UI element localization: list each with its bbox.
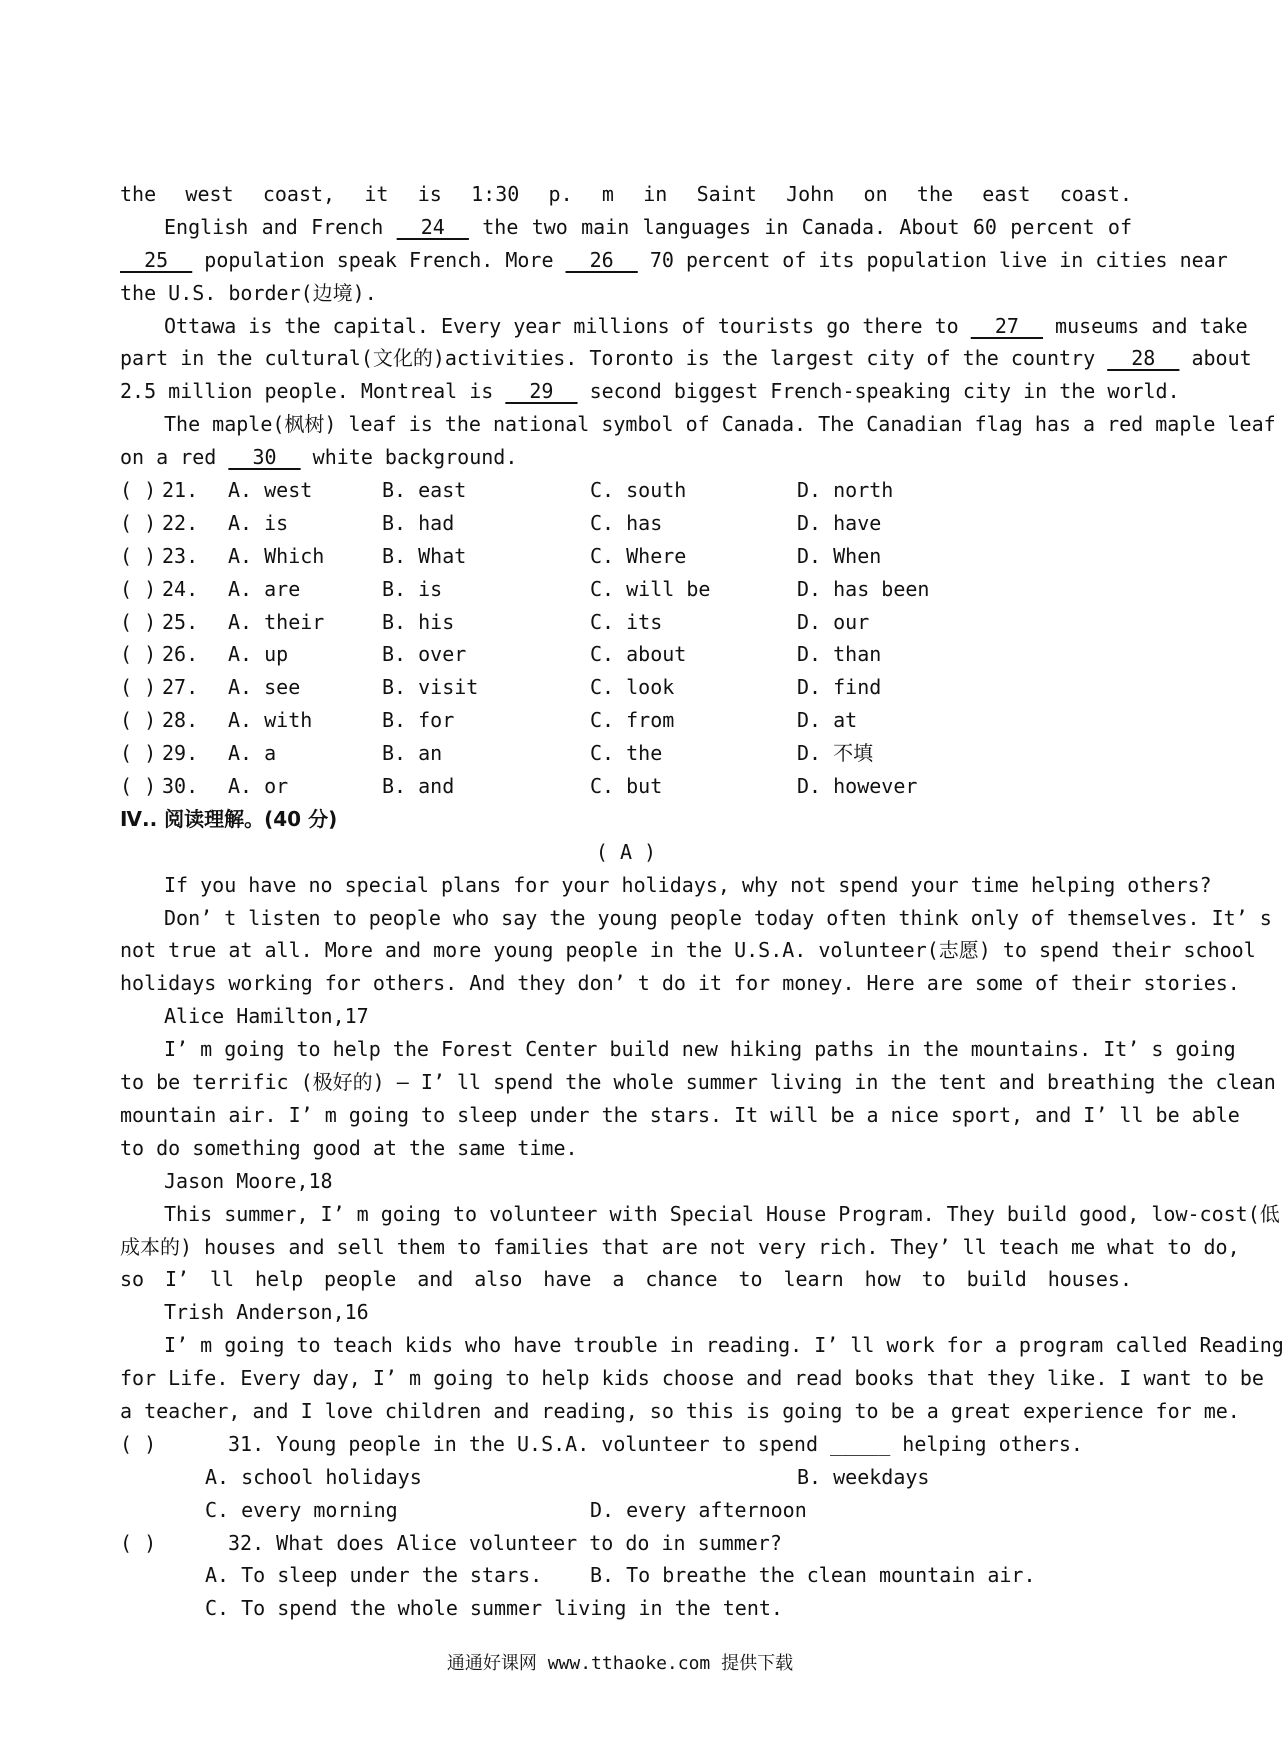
option-b: B. east (382, 478, 467, 503)
cloze-question-list (120, 474, 1132, 803)
question-number: 28. (162, 708, 199, 733)
option-c: C. the (590, 741, 663, 766)
option-b: B. his (382, 609, 455, 634)
exam-page (120, 178, 1284, 1625)
reading-passage (120, 869, 1284, 1428)
option-a: A. or (228, 774, 289, 799)
blank-26: 26 (565, 247, 638, 272)
option-c: C. every morning (205, 1497, 398, 1522)
question-32-options-row1 (120, 1559, 1132, 1592)
passage-line: part in the cultural(文化的)activities. Toronto is the largest city of the country 28 about (120, 342, 1132, 375)
passage-line: on a red 30 white background. (120, 441, 1132, 474)
option-d: D. has been (797, 576, 930, 601)
passage-line: the west coast, it is 1:30 p. m in Saint John on the east coast. (120, 182, 1132, 206)
option-c: C. its (590, 609, 663, 634)
passage-line: to do something good at the same time. (120, 1135, 578, 1160)
option-a: A. west (228, 478, 313, 503)
blank-27: 27 (970, 313, 1043, 338)
option-c: C. about (590, 642, 687, 667)
section-heading: Ⅳ.. 阅读理解。(40 分) (120, 806, 338, 831)
cloze-question-row (120, 540, 1132, 573)
answer-paren[interactable]: ( ) (120, 478, 157, 503)
option-b: B. an (382, 741, 443, 766)
option-d: D. 不填 (797, 741, 874, 766)
passage-line: Ottawa is the capital. Every year millions of tourists go there to 27 museums and take (120, 310, 1132, 343)
question-number: 22. (162, 510, 199, 535)
answer-paren[interactable]: ( ) (120, 708, 157, 733)
option-a: A. Which (228, 543, 325, 568)
passage-line: the U.S. border(边境). (120, 280, 377, 305)
option-a: A. a (228, 741, 277, 766)
answer-paren[interactable]: ( ) (120, 543, 157, 568)
option-a: A. To sleep under the stars. (205, 1563, 543, 1588)
answer-paren[interactable]: ( ) (120, 576, 157, 601)
page-footer: 通通好课网 www.tthaoke.com 提供下载 (446, 1653, 794, 1674)
question-number: 24. (162, 576, 199, 601)
option-b: B. and (382, 774, 455, 799)
cloze-question-row (120, 474, 1132, 507)
answer-paren[interactable]: ( ) (120, 1431, 157, 1456)
answer-paren[interactable]: ( ) (120, 675, 157, 700)
option-b: B. over (382, 642, 467, 667)
option-c: C. has (590, 510, 663, 535)
question-number: 21. (162, 478, 199, 503)
option-d: D. however (797, 774, 918, 799)
blank-25: 25 (120, 247, 193, 272)
option-d: D. north (797, 478, 894, 503)
option-d: D. our (797, 609, 870, 634)
blank-28: 28 (1107, 346, 1180, 371)
option-a: A. are (228, 576, 301, 601)
answer-paren[interactable]: ( ) (120, 510, 157, 535)
option-a: A. up (228, 642, 289, 667)
question-32-options-row2 (120, 1592, 1132, 1625)
passage-line: not true at all. More and more young people in the U.S.A. volunteer(志愿) to spend their school (120, 938, 1256, 963)
option-b: B. What (382, 543, 467, 568)
passage-line: The maple(枫树) leaf is the national symbol of Canada. The Canadian flag has a red maple leaf (164, 412, 1276, 437)
answer-paren[interactable]: ( ) (120, 774, 157, 799)
passage-line: to be terrific (极好的) — I’ ll spend the whole summer living in the tent and breathing the clean (120, 1070, 1276, 1095)
option-c: C. Where (590, 543, 687, 568)
option-a: A. school holidays (205, 1464, 422, 1489)
blank-24: 24 (396, 214, 469, 239)
option-a: A. with (228, 708, 313, 733)
answer-paren[interactable]: ( ) (120, 741, 157, 766)
passage-line: This summer, I’ m going to volunteer with Special House Program. They build good, low-cost(低 (164, 1201, 1280, 1226)
cloze-question-row (120, 507, 1132, 540)
question-stem: 31. Young people in the U.S.A. volunteer to spend _____ helping others. (228, 1431, 1083, 1456)
option-c: C. look (590, 675, 675, 700)
option-b: B. is (382, 576, 443, 601)
cloze-question-row (120, 606, 1132, 639)
passage-line: I’ m going to help the Forest Center build new hiking paths in the mountains. It’ s going (164, 1037, 1236, 1062)
question-32 (120, 1527, 1132, 1560)
passage-line: for Life. Every day, I’ m going to help kids choose and read books that they like. I want to be (120, 1366, 1264, 1391)
option-b: B. visit (382, 675, 479, 700)
passage-line: 25 population speak French. More 26 70 percent of its population live in cities near (120, 244, 1132, 277)
passage-line: so I’ ll help people and also have a chance to learn how to build houses. (120, 1267, 1132, 1292)
option-d: D. When (797, 543, 882, 568)
passage-line: If you have no special plans for your holidays, why not spend your time helping others? (164, 872, 1212, 897)
passage-line: 成本的) houses and sell them to families that are not very rich. They’ ll teach me what to do, (120, 1234, 1240, 1259)
cloze-question-row (120, 573, 1132, 606)
passage-line: I’ m going to teach kids who have trouble in reading. I’ ll work for a program called Reading (164, 1333, 1284, 1358)
passage-line: holidays working for others. And they don’ t do it for money. Here are some of their stories. (120, 971, 1240, 996)
passage-line: Don’ t listen to people who say the young people today often think only of themselves. It’ s (164, 905, 1272, 930)
cloze-question-row (120, 638, 1132, 671)
question-31 (120, 1428, 1132, 1461)
question-number: 25. (162, 609, 199, 634)
option-a: A. see (228, 675, 301, 700)
option-c: C. but (590, 774, 663, 799)
option-c: C. To spend the whole summer living in the tent. (205, 1596, 783, 1621)
blank-29: 29 (505, 379, 578, 404)
option-b: B. To breathe the clean mountain air. (590, 1563, 1036, 1588)
question-31-options-row1 (120, 1461, 1132, 1494)
passage-line: mountain air. I’ m going to sleep under the stars. It will be a nice sport, and I’ ll be able (120, 1102, 1240, 1127)
option-b: B. for (382, 708, 455, 733)
question-number: 27. (162, 675, 199, 700)
question-31-options-row2 (120, 1494, 1132, 1527)
option-d: D. than (797, 642, 882, 667)
passage-line: English and French 24 the two main languages in Canada. About 60 percent of (120, 211, 1132, 244)
option-c: C. will be (590, 576, 711, 601)
blank-30: 30 (228, 445, 301, 470)
speaker-name: Jason Moore,18 (164, 1168, 333, 1193)
option-d: D. have (797, 510, 882, 535)
question-number: 26. (162, 642, 199, 667)
passage-line: 2.5 million people. Montreal is 29 second biggest French-speaking city in the world. (120, 375, 1132, 408)
option-b: B. weekdays (797, 1464, 930, 1489)
cloze-question-row (120, 671, 1132, 704)
speaker-name: Alice Hamilton,17 (164, 1004, 369, 1029)
answer-paren[interactable]: ( ) (120, 642, 157, 667)
cloze-question-row (120, 704, 1132, 737)
option-d: D. find (797, 675, 882, 700)
answer-paren[interactable]: ( ) (120, 1530, 157, 1555)
option-c: C. from (590, 708, 675, 733)
option-a: A. their (228, 609, 325, 634)
option-d: D. at (797, 708, 858, 733)
option-a: A. is (228, 510, 289, 535)
cloze-question-row (120, 770, 1132, 803)
question-number: 30. (162, 774, 199, 799)
option-d: D. every afternoon (590, 1497, 807, 1522)
question-stem: 32. What does Alice volunteer to do in summer? (228, 1530, 782, 1555)
option-c: C. south (590, 478, 687, 503)
option-b: B. had (382, 510, 455, 535)
passage-line: a teacher, and I love children and reading, so this is going to be a great experience for me. (120, 1398, 1240, 1423)
part-label: ( A ) (595, 839, 657, 864)
cloze-question-row (120, 737, 1132, 770)
question-number: 29. (162, 741, 199, 766)
question-number: 23. (162, 543, 199, 568)
speaker-name: Trish Anderson,16 (164, 1300, 369, 1325)
answer-paren[interactable]: ( ) (120, 609, 157, 634)
